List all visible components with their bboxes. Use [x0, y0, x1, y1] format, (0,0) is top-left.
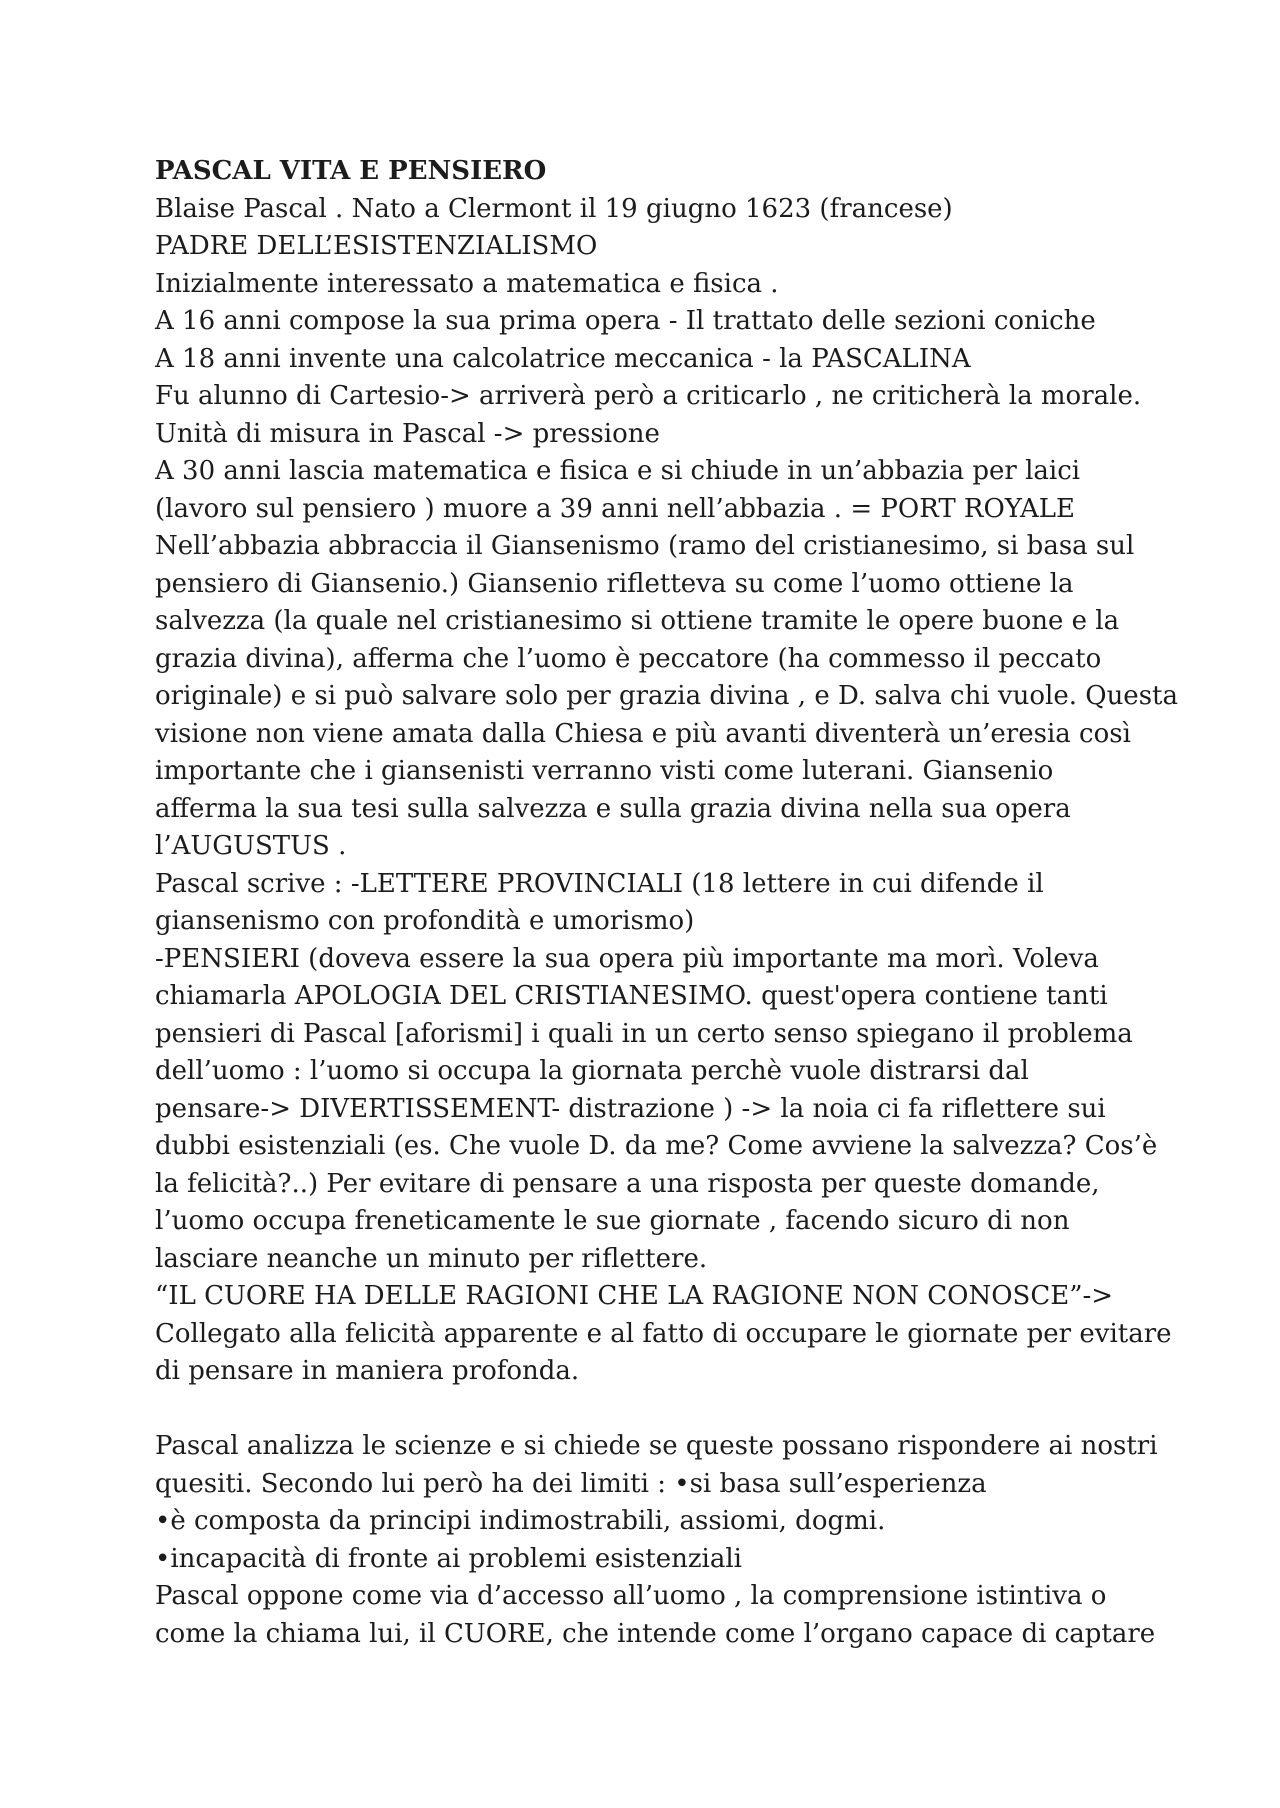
text-line: “IL CUORE HA DELLE RAGIONI CHE LA RAGIONE NON CONOSCE”-> — [155, 1281, 1114, 1311]
text-line: giansenismo con profondità e umorismo) — [155, 906, 695, 936]
text-line: Fu alunno di Cartesio-> arriverà però a criticarlo , ne criticherà la morale. — [155, 381, 1142, 411]
text-line: afferma la sua tesi sulla salvezza e sulla grazia divina nella sua opera — [155, 793, 1071, 824]
text-line: quesiti. Secondo lui però ha dei limiti : •si basa sull’esperienza — [155, 1468, 987, 1499]
text-line: originale) e si può salvare solo per grazia divina , e D. salva chi vuole. Questa — [155, 681, 1178, 711]
text-line: A 30 anni lascia matematica e fisica e si chiude in un’abbazia per laici — [155, 456, 1081, 486]
document-text — [155, 191, 1178, 1654]
text-line: lasciare neanche un minuto per riflettere. — [155, 1243, 708, 1274]
text-line: di pensare in maniera profonda. — [155, 1356, 580, 1386]
text-line: la felicità?..) Per evitare di pensare a una risposta per queste domande, — [155, 1168, 1100, 1199]
text-line: A 18 anni invente una calcolatrice meccanica - la PASCALINA — [155, 343, 971, 374]
text-line: •è composta da principi indimostrabili, assiomi, dogmi. — [155, 1506, 886, 1536]
text-line: dubbi esistenziali (es. Che vuole D. da me? Come avviene la salvezza? Cos’è — [155, 1131, 1158, 1161]
blank-line — [155, 1391, 1155, 1429]
text-line: pensiero di Giansenio.) Giansenio rifletteva su come l’uomo ottiene la — [155, 568, 1074, 599]
text-line: (lavoro sul pensiero ) muore a 39 anni nell’abbazia . = PORT ROYALE — [155, 493, 1075, 524]
text-line: l’AUGUSTUS . — [155, 831, 347, 861]
text-line: Pascal scrive : -LETTERE PROVINCIALI (18 lettere in cui difende il — [155, 868, 1044, 899]
text-line: Pascal oppone come via d’accesso all’uomo , la comprensione istintiva o — [155, 1581, 1107, 1611]
text-line: -PENSIERI (doveva essere la sua opera più importante ma morì. Voleva — [155, 943, 1099, 974]
text-line: dell’uomo : l’uomo si occupa la giornata perchè vuole distrarsi dal — [155, 1056, 1029, 1086]
text-line: •incapacità di fronte ai problemi esistenziali — [155, 1543, 742, 1574]
text-line: Blaise Pascal . Nato a Clermont il 19 giugno 1623 (francese) — [155, 193, 953, 224]
text-line: importante che i giansenisti verranno visti come luterani. Giansenio — [155, 756, 1054, 786]
document-body — [155, 153, 1178, 1653]
text-line: Unità di misura in Pascal -> pressione — [155, 418, 660, 449]
text-line: pensieri di Pascal [aforismi] i quali in un certo senso spiegano il problema — [155, 1018, 1133, 1049]
text-line: visione non viene amata dalla Chiesa e più avanti diventerà un’eresia così — [155, 718, 1131, 749]
text-line: A 16 anni compose la sua prima opera - Il trattato delle sezioni coniche — [155, 306, 1096, 336]
text-line: grazia divina), afferma che l’uomo è peccatore (ha commesso il peccato — [155, 643, 1102, 674]
text-line: l’uomo occupa freneticamente le sue giornate , facendo sicuro di non — [155, 1206, 1070, 1236]
text-line: chiamarla APOLOGIA DEL CRISTIANESIMO. quest'opera contiene tanti — [155, 981, 1108, 1011]
text-line: Collegato alla felicità apparente e al fatto di occupare le giornate per evitare — [155, 1318, 1172, 1349]
text-line: salvezza (la quale nel cristianesimo si ottiene tramite le opere buone e la — [155, 606, 1120, 636]
text-line: Pascal analizza le scienze e si chiede se queste possano rispondere ai nostri — [155, 1431, 1158, 1461]
text-line: pensare-> DIVERTISSEMENT- distrazione ) -> la noia ci fa riflettere sui — [155, 1093, 1106, 1124]
text-line: Inizialmente interessato a matematica e fisica . — [155, 268, 779, 299]
text-line: come la chiama lui, il CUORE, che intende come l’organo capace di captare — [155, 1618, 1156, 1649]
text-line: PADRE DELL’ESISTENZIALISMO — [155, 231, 598, 261]
document-title: PASCAL VITA E PENSIERO — [155, 156, 547, 186]
text-line: Nell’abbazia abbraccia il Giansenismo (ramo del cristianesimo, si basa sul — [155, 531, 1135, 561]
